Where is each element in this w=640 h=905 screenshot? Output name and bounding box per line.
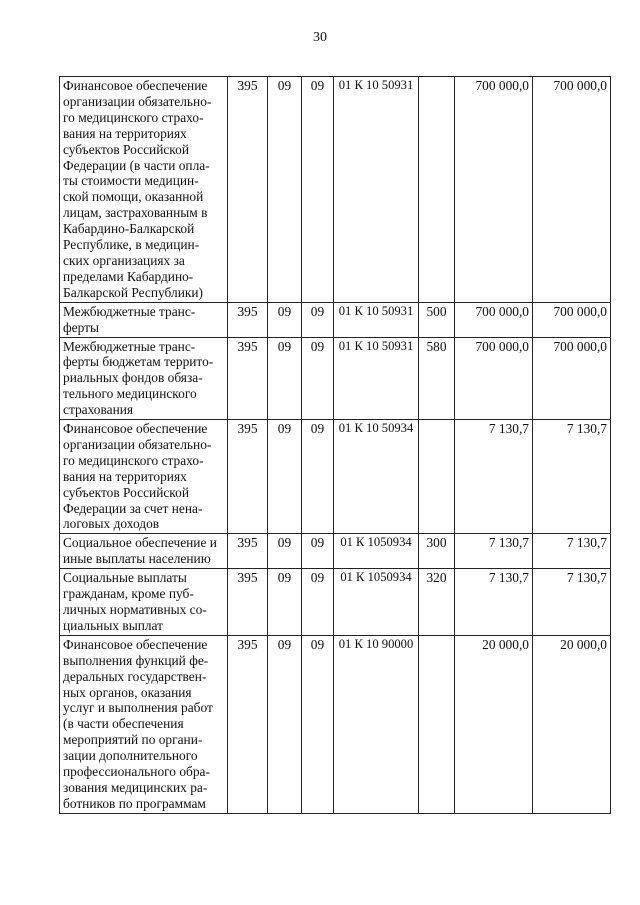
- section-code: 09: [268, 337, 302, 420]
- ministry-code: 395: [228, 635, 268, 813]
- row-name: Финансовое обеспечение организации обязательно- го медицинского страхо- вания на территориях субъектов Российской Федерации (в части опла- ты стоимости медицин- ской помощи, оказанной лицам, застрахованным в Кабардино-Балкарской Республике, в медицин- ских организациях за пределами Кабардино- Балкарской Республики): [60, 77, 228, 303]
- amount-first-year: 700 000,0: [455, 77, 533, 303]
- target-article-code: 01 К 10 50931: [334, 302, 419, 337]
- target-article-code: 01 К 10 50931: [334, 337, 419, 420]
- row-name: Межбюджетные транс- ферты бюджетам террито- риальных фондов обяза- тельного медицинского страхования: [60, 337, 228, 420]
- amount-second-year: 20 000,0: [533, 635, 611, 813]
- section-code: 09: [268, 420, 302, 534]
- section-code: 09: [268, 569, 302, 636]
- expense-type-code: [419, 420, 455, 534]
- amount-second-year: 7 130,7: [533, 420, 611, 534]
- amount-first-year: 20 000,0: [455, 635, 533, 813]
- row-name: Социальное обеспечение и иные выплаты населению: [60, 534, 228, 569]
- subsection-code: 09: [302, 534, 334, 569]
- amount-second-year: 700 000,0: [533, 302, 611, 337]
- target-article-code: 01 К 10 50934: [334, 420, 419, 534]
- subsection-code: 09: [302, 569, 334, 636]
- page-number: 30: [313, 30, 327, 45]
- expense-type-code: [419, 77, 455, 303]
- table-row: [60, 420, 611, 534]
- expense-type-code: [419, 635, 455, 813]
- target-article-code: 01 К 1050934: [334, 534, 419, 569]
- amount-first-year: 7 130,7: [455, 569, 533, 636]
- ministry-code: 395: [228, 337, 268, 420]
- section-code: 09: [268, 635, 302, 813]
- section-code: 09: [268, 302, 302, 337]
- subsection-code: 09: [302, 635, 334, 813]
- table-row: [60, 337, 611, 420]
- expense-type-code: 500: [419, 302, 455, 337]
- expense-type-code: 580: [419, 337, 455, 420]
- ministry-code: 395: [228, 534, 268, 569]
- subsection-code: 09: [302, 337, 334, 420]
- expense-type-code: 320: [419, 569, 455, 636]
- amount-first-year: 700 000,0: [455, 302, 533, 337]
- row-name: Социальные выплаты гражданам, кроме пуб- личных нормативных со- циальных выплат: [60, 569, 228, 636]
- ministry-code: 395: [228, 569, 268, 636]
- amount-first-year: 7 130,7: [455, 534, 533, 569]
- budget-table: [59, 76, 611, 814]
- ministry-code: 395: [228, 302, 268, 337]
- row-name: Финансовое обеспечение организации обязательно- го медицинского страхо- вания на территориях субъектов Российской Федерации за счет нена- логовых доходов: [60, 420, 228, 534]
- amount-second-year: 7 130,7: [533, 534, 611, 569]
- ministry-code: 395: [228, 77, 268, 303]
- table-row: [60, 635, 611, 813]
- row-name: Финансовое обеспечение выполнения функций фе- деральных государствен- ных органов, оказания услуг и выполнения работ (в части обеспечения мероприятий по органи- зации дополнительного профессионального обра- зования медицинских ра- ботников по программам: [60, 635, 228, 813]
- table-row: [60, 534, 611, 569]
- expense-type-code: 300: [419, 534, 455, 569]
- target-article-code: 01 К 1050934: [334, 569, 419, 636]
- table-row: [60, 302, 611, 337]
- amount-first-year: 7 130,7: [455, 420, 533, 534]
- amount-first-year: 700 000,0: [455, 337, 533, 420]
- section-code: 09: [268, 534, 302, 569]
- table-row: [60, 569, 611, 636]
- amount-second-year: 700 000,0: [533, 77, 611, 303]
- target-article-code: 01 К 10 50931: [334, 77, 419, 303]
- amount-second-year: 700 000,0: [533, 337, 611, 420]
- target-article-code: 01 К 10 90000: [334, 635, 419, 813]
- ministry-code: 395: [228, 420, 268, 534]
- subsection-code: 09: [302, 77, 334, 303]
- amount-second-year: 7 130,7: [533, 569, 611, 636]
- row-name: Межбюджетные транс- ферты: [60, 302, 228, 337]
- table-row: [60, 77, 611, 303]
- subsection-code: 09: [302, 420, 334, 534]
- section-code: 09: [268, 77, 302, 303]
- subsection-code: 09: [302, 302, 334, 337]
